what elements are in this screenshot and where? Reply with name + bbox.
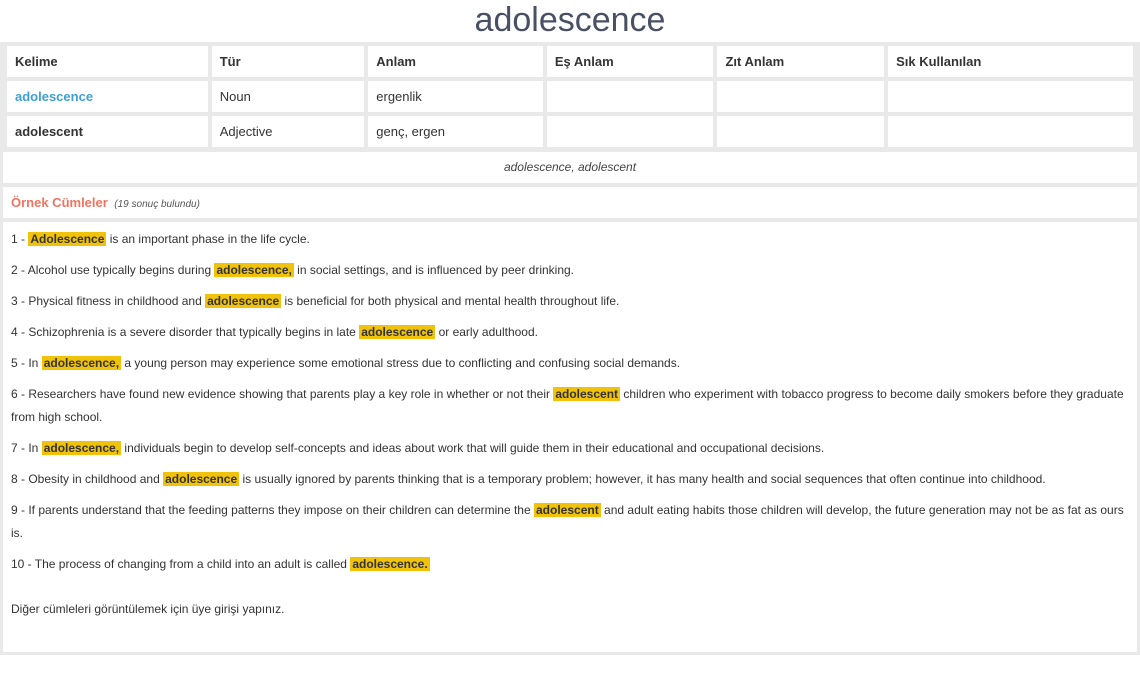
highlighted-word: adolescent bbox=[536, 503, 599, 517]
word-adolescent: adolescent bbox=[15, 124, 83, 139]
sentence-number: 9 - bbox=[11, 503, 29, 517]
example-sentence bbox=[11, 352, 1129, 375]
table-row bbox=[7, 81, 1133, 112]
example-sentence bbox=[11, 259, 1129, 282]
highlighted-word: adolescence bbox=[361, 325, 434, 339]
sentence-text: or early adulthood. bbox=[435, 325, 538, 339]
highlighted-word: adolescent bbox=[555, 387, 619, 401]
synonym-cell bbox=[547, 81, 714, 112]
sentence-text: is beneficial for both physical and mental health throughout life. bbox=[281, 294, 620, 308]
sentence-number: 1 - bbox=[11, 232, 29, 246]
sentence-text: Alcohol use typically begins during bbox=[27, 263, 215, 277]
type-cell: Adjective bbox=[212, 116, 365, 147]
sentence-number: 3 - bbox=[11, 294, 29, 308]
login-note-prefix: Diğer cümleleri görüntülemek için bbox=[11, 602, 192, 616]
table-header-row bbox=[7, 46, 1133, 77]
frequent-cell bbox=[888, 116, 1133, 147]
type-cell: Noun bbox=[212, 81, 365, 112]
sentence-text: is an important phase in the life cycle. bbox=[106, 232, 310, 246]
sentence-number: 10 - bbox=[11, 557, 35, 571]
highlighted-word: adolescence bbox=[165, 472, 238, 486]
highlighted-word: adolescence bbox=[207, 294, 280, 308]
sentence-number: 5 - bbox=[11, 356, 29, 370]
page-title: adolescence bbox=[474, 1, 666, 39]
header-zit-anlam: Zıt Anlam bbox=[717, 46, 884, 77]
login-link[interactable]: üye girişi bbox=[191, 602, 240, 616]
example-sentences bbox=[3, 222, 1137, 652]
antonym-cell bbox=[717, 81, 884, 112]
sentence-number: 4 - bbox=[11, 325, 29, 339]
content-frame bbox=[0, 42, 1140, 655]
header-anlam: Anlam bbox=[368, 46, 543, 77]
sentence-text: in social settings, and is influenced by peer drinking. bbox=[293, 263, 575, 277]
sentence-text: a young person may experience some emotional stress due to conflicting and confusing social demands. bbox=[121, 356, 681, 370]
word-link-adolescence[interactable]: adolescence bbox=[15, 89, 94, 104]
example-sentence bbox=[11, 290, 1129, 313]
sentence-text: and adult eating habits those children will develop, the future generation may not be as fat as ours is. bbox=[11, 503, 1124, 540]
examples-count: (19 sonuç bulundu) bbox=[114, 199, 200, 210]
examples-header bbox=[3, 187, 1137, 218]
sentence-number: 7 - bbox=[11, 441, 29, 455]
header-kelime: Kelime bbox=[7, 46, 208, 77]
header-es-anlam: Eş Anlam bbox=[547, 46, 714, 77]
example-sentence bbox=[11, 437, 1129, 460]
sentence-text: children who experiment with tobacco progress to become daily smokers before they graduate from high school. bbox=[11, 387, 1124, 424]
sentence-text: In bbox=[28, 356, 42, 370]
sentence-list bbox=[11, 228, 1129, 576]
login-note bbox=[11, 598, 1129, 621]
sentence-text: is usually ignored by parents thinking that is a temporary problem; however, it has many health and social sequences that often continue into childhood. bbox=[239, 472, 1046, 486]
example-sentence bbox=[11, 228, 1129, 251]
sentence-text: individuals begin to develop self-concepts and ideas about work that will guide them in their educational and occupational decisions. bbox=[121, 441, 825, 455]
word-cell bbox=[7, 116, 208, 147]
word-cell bbox=[7, 81, 208, 112]
related-words: adolescence, adolescent bbox=[3, 152, 1137, 183]
example-sentence bbox=[11, 321, 1129, 344]
antonym-cell bbox=[717, 116, 884, 147]
highlighted-word: adolescence. bbox=[352, 557, 428, 571]
highlighted-word: Adolescence bbox=[30, 232, 105, 246]
header-sik-kullanilan: Sık Kullanılan bbox=[888, 46, 1133, 77]
sentence-number: 8 - bbox=[11, 472, 29, 486]
example-sentence bbox=[11, 553, 1129, 576]
sentence-text: Schizophrenia is a severe disorder that typically begins in late bbox=[28, 325, 360, 339]
word-table bbox=[3, 42, 1137, 151]
sentence-text: Researchers have found new evidence showing that parents play a key role in whether or not their bbox=[28, 387, 554, 401]
meaning-cell: ergenlik bbox=[368, 81, 543, 112]
sentence-text: Physical fitness in childhood and bbox=[28, 294, 206, 308]
sentence-number: 6 - bbox=[11, 387, 29, 401]
highlighted-word: adolescence, bbox=[43, 441, 120, 455]
highlighted-word: adolescence, bbox=[216, 263, 292, 277]
meaning-cell: genç, ergen bbox=[368, 116, 543, 147]
sentence-text: If parents understand that the feeding patterns they impose on their children can determine the bbox=[28, 503, 534, 517]
highlighted-word: adolescence, bbox=[43, 356, 120, 370]
header-tur: Tür bbox=[212, 46, 365, 77]
table-row bbox=[7, 116, 1133, 147]
example-sentence bbox=[11, 499, 1129, 545]
sentence-number: 2 - bbox=[11, 263, 28, 277]
sentence-text: The process of changing from a child into an adult is called bbox=[34, 557, 351, 571]
synonym-cell bbox=[547, 116, 714, 147]
sentence-text: Obesity in childhood and bbox=[28, 472, 164, 486]
examples-title: Örnek Cümleler bbox=[11, 195, 108, 210]
example-sentence bbox=[11, 383, 1129, 429]
sentence-text: In bbox=[28, 441, 42, 455]
login-note-suffix: yapınız. bbox=[239, 602, 285, 616]
frequent-cell bbox=[888, 81, 1133, 112]
example-sentence bbox=[11, 468, 1129, 491]
